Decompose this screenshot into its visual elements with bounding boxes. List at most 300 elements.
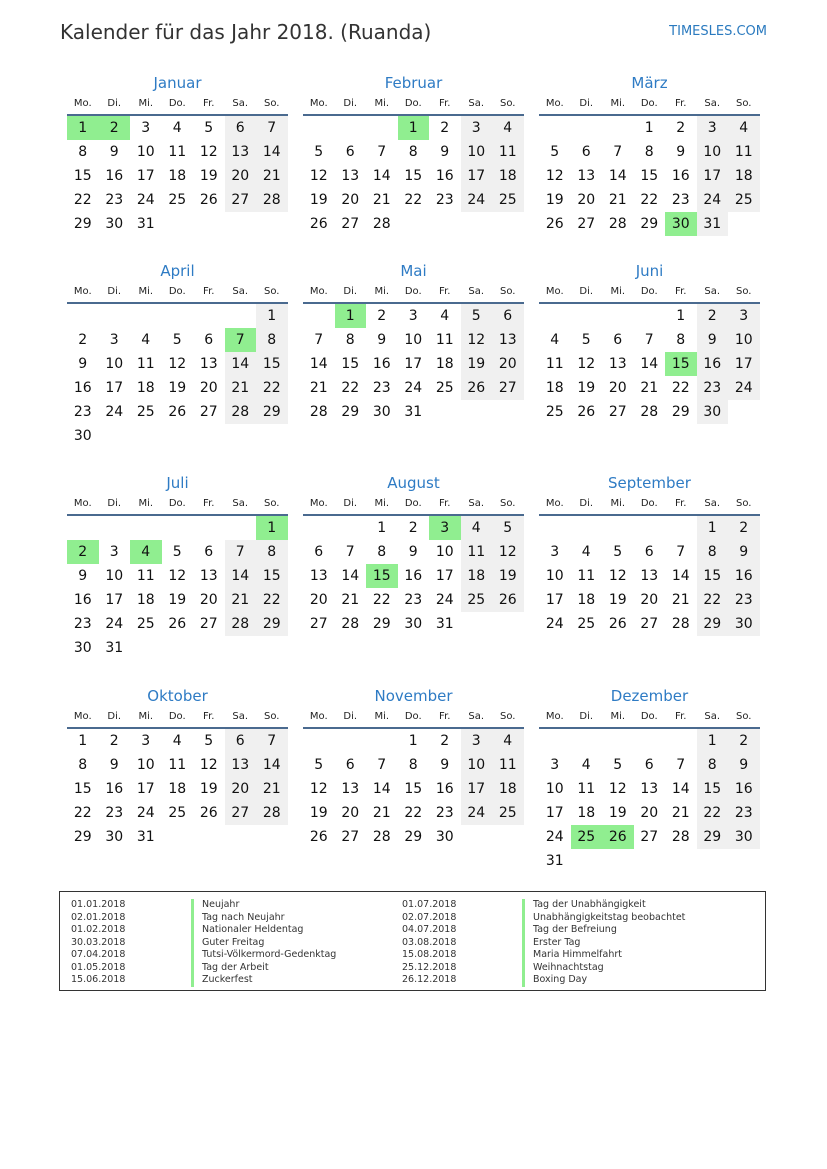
day-cell: 30 bbox=[73, 428, 92, 444]
weekday-label: Mi. bbox=[138, 711, 154, 722]
day-cell: 4 bbox=[172, 733, 182, 749]
day-cell: 31 bbox=[105, 640, 124, 656]
day-cell: 18 bbox=[545, 380, 564, 396]
day-cell: 3 bbox=[728, 304, 760, 328]
day-cell: 13 bbox=[309, 568, 328, 584]
day-cell: 23 bbox=[105, 192, 124, 208]
weekday-label: Do. bbox=[640, 286, 658, 297]
day-cell: 5 bbox=[204, 120, 214, 136]
weekday-label: Sa. bbox=[704, 98, 721, 109]
day-cell: 31 bbox=[545, 853, 564, 869]
empty-day-cell bbox=[162, 304, 194, 328]
weekday-header bbox=[539, 94, 760, 116]
day-cell: 11 bbox=[435, 332, 454, 348]
day-cell: 5 bbox=[613, 544, 623, 560]
day-cell: 2 bbox=[440, 733, 450, 749]
empty-day-cell bbox=[366, 729, 398, 753]
legend-row bbox=[71, 936, 265, 950]
day-cell: 28 bbox=[256, 801, 288, 825]
weekday-label: Di. bbox=[107, 498, 122, 509]
day-cell: 3 bbox=[461, 116, 493, 140]
day-grid bbox=[539, 304, 760, 424]
day-cell: 22 bbox=[640, 192, 659, 208]
day-cell: 4 bbox=[492, 729, 524, 753]
weekday-label: Fr. bbox=[203, 498, 215, 509]
month-name: Januar bbox=[153, 74, 202, 92]
day-cell: 12 bbox=[168, 568, 187, 584]
day-cell: 20 bbox=[341, 192, 360, 208]
day-cell: 19 bbox=[309, 192, 328, 208]
day-cell: 17 bbox=[136, 781, 155, 797]
day-cell: 6 bbox=[644, 544, 654, 560]
day-cell: 8 bbox=[256, 328, 288, 352]
day-cell: 17 bbox=[545, 805, 564, 821]
weekday-label: So. bbox=[264, 498, 280, 509]
day-cell: 25 bbox=[168, 805, 187, 821]
empty-day-cell bbox=[303, 729, 335, 753]
day-cell: 5 bbox=[492, 516, 524, 540]
day-cell: 8 bbox=[697, 540, 729, 564]
month-dezember bbox=[539, 685, 760, 873]
weekday-label: Fr. bbox=[439, 98, 451, 109]
weekday-label: Di. bbox=[343, 711, 358, 722]
legend-holiday-name: Neujahr bbox=[191, 899, 239, 912]
day-cell: 5 bbox=[314, 757, 324, 773]
legend-date: 15.06.2018 bbox=[71, 974, 126, 985]
day-cell: 21 bbox=[341, 592, 360, 608]
day-cell: 12 bbox=[199, 757, 218, 773]
weekday-label: Di. bbox=[107, 711, 122, 722]
day-cell: 28 bbox=[256, 188, 288, 212]
day-cell: 10 bbox=[105, 568, 124, 584]
weekday-label: Mi. bbox=[138, 98, 154, 109]
day-cell: 9 bbox=[109, 144, 119, 160]
day-cell: 26 bbox=[309, 829, 328, 845]
legend-holiday-name: Tag der Arbeit bbox=[191, 962, 269, 975]
day-cell: 17 bbox=[105, 592, 124, 608]
weekday-label: Do. bbox=[168, 711, 186, 722]
empty-day-cell bbox=[602, 516, 634, 540]
weekday-label: Di. bbox=[579, 498, 594, 509]
day-cell: 15 bbox=[73, 168, 92, 184]
day-cell: 25 bbox=[728, 188, 760, 212]
day-cell: 7 bbox=[676, 757, 686, 773]
day-cell: 28 bbox=[372, 829, 391, 845]
day-cell: 18 bbox=[577, 805, 596, 821]
legend-row bbox=[402, 899, 646, 912]
legend-holiday-name: Unabhängigkeitstag beobachtet bbox=[522, 912, 685, 925]
weekday-header bbox=[303, 282, 524, 304]
day-grid bbox=[67, 729, 288, 849]
day-cell: 10 bbox=[545, 781, 564, 797]
day-cell: 8 bbox=[676, 332, 686, 348]
day-cell: 12 bbox=[608, 568, 627, 584]
day-cell: 14 bbox=[671, 568, 690, 584]
weekday-label: Di. bbox=[343, 98, 358, 109]
day-cell: 20 bbox=[640, 805, 659, 821]
holiday-day-cell: 7 bbox=[225, 328, 257, 352]
weekday-label: Mi. bbox=[138, 498, 154, 509]
legend-date: 01.01.2018 bbox=[71, 899, 126, 910]
day-cell: 9 bbox=[676, 144, 686, 160]
legend-holiday-name: Guter Freitag bbox=[191, 937, 264, 950]
day-cell: 11 bbox=[577, 781, 596, 797]
day-cell: 1 bbox=[78, 733, 88, 749]
day-cell: 20 bbox=[225, 777, 257, 801]
day-grid bbox=[67, 516, 288, 660]
holiday-day-cell: 15 bbox=[366, 564, 398, 588]
day-cell: 8 bbox=[78, 757, 88, 773]
weekday-label: So. bbox=[264, 98, 280, 109]
empty-day-cell bbox=[571, 729, 603, 753]
day-cell: 14 bbox=[225, 564, 257, 588]
empty-day-cell bbox=[225, 304, 257, 328]
weekday-header bbox=[67, 707, 288, 729]
day-cell: 13 bbox=[577, 168, 596, 184]
weekday-label: Fr. bbox=[439, 286, 451, 297]
day-cell: 22 bbox=[372, 592, 391, 608]
day-cell: 14 bbox=[256, 753, 288, 777]
day-cell: 6 bbox=[345, 144, 355, 160]
day-cell: 24 bbox=[728, 376, 760, 400]
month-august bbox=[303, 472, 524, 636]
day-cell: 4 bbox=[440, 308, 450, 324]
empty-day-cell bbox=[602, 116, 634, 140]
day-cell: 6 bbox=[225, 116, 257, 140]
day-grid bbox=[67, 304, 288, 448]
site-link[interactable]: TIMESLES.COM bbox=[669, 24, 767, 39]
day-cell: 20 bbox=[199, 380, 218, 396]
day-cell: 15 bbox=[256, 564, 288, 588]
day-cell: 13 bbox=[225, 140, 257, 164]
holiday-day-cell: 30 bbox=[665, 212, 697, 236]
day-cell: 27 bbox=[640, 616, 659, 632]
weekday-header bbox=[67, 94, 288, 116]
day-cell: 28 bbox=[341, 616, 360, 632]
weekday-label: Di. bbox=[343, 498, 358, 509]
weekday-label: Sa. bbox=[468, 98, 485, 109]
weekday-label: So. bbox=[500, 498, 516, 509]
legend-row bbox=[71, 961, 269, 975]
day-grid bbox=[539, 116, 760, 236]
day-cell: 19 bbox=[199, 168, 218, 184]
month-oktober bbox=[67, 685, 288, 849]
day-cell: 6 bbox=[345, 757, 355, 773]
day-cell: 10 bbox=[728, 328, 760, 352]
weekday-label: Sa. bbox=[704, 286, 721, 297]
weekday-label: Mo. bbox=[73, 498, 92, 509]
month-november bbox=[303, 685, 524, 849]
day-cell: 30 bbox=[73, 640, 92, 656]
day-cell: 12 bbox=[309, 781, 328, 797]
day-cell: 8 bbox=[644, 144, 654, 160]
legend-row bbox=[402, 961, 604, 975]
day-cell: 16 bbox=[105, 168, 124, 184]
day-cell: 5 bbox=[314, 144, 324, 160]
day-cell: 17 bbox=[136, 168, 155, 184]
day-cell: 13 bbox=[608, 356, 627, 372]
day-cell: 29 bbox=[341, 404, 360, 420]
month-mai bbox=[303, 260, 524, 424]
day-cell: 30 bbox=[105, 216, 124, 232]
month-name: Oktober bbox=[147, 687, 208, 705]
weekday-label: Mo. bbox=[309, 711, 328, 722]
day-cell: 15 bbox=[404, 168, 423, 184]
weekday-label: Mo. bbox=[309, 498, 328, 509]
day-cell: 30 bbox=[435, 829, 454, 845]
day-cell: 12 bbox=[168, 356, 187, 372]
day-cell: 18 bbox=[168, 168, 187, 184]
legend-holiday-name: Zuckerfest bbox=[191, 974, 253, 987]
weekday-label: Fr. bbox=[675, 286, 687, 297]
day-cell: 11 bbox=[545, 356, 564, 372]
legend-column-left bbox=[71, 899, 337, 987]
day-cell: 3 bbox=[461, 729, 493, 753]
day-cell: 4 bbox=[550, 332, 560, 348]
day-cell: 19 bbox=[168, 380, 187, 396]
day-cell: 26 bbox=[461, 376, 493, 400]
day-cell: 27 bbox=[309, 616, 328, 632]
weekday-label: Do. bbox=[168, 498, 186, 509]
day-cell: 27 bbox=[341, 829, 360, 845]
legend-row bbox=[71, 949, 337, 962]
legend-date: 04.07.2018 bbox=[402, 924, 457, 935]
day-cell: 30 bbox=[728, 612, 760, 636]
day-cell: 12 bbox=[608, 781, 627, 797]
day-cell: 30 bbox=[372, 404, 391, 420]
day-cell: 17 bbox=[728, 352, 760, 376]
day-cell: 28 bbox=[225, 400, 257, 424]
day-cell: 18 bbox=[492, 777, 524, 801]
day-cell: 8 bbox=[408, 757, 418, 773]
day-cell: 16 bbox=[697, 352, 729, 376]
page-title: Kalender für das Jahr 2018. (Ruanda) bbox=[60, 20, 432, 44]
day-cell: 28 bbox=[372, 216, 391, 232]
day-cell: 11 bbox=[136, 568, 155, 584]
weekday-label: Mi. bbox=[374, 286, 390, 297]
day-cell: 11 bbox=[461, 540, 493, 564]
day-cell: 29 bbox=[73, 829, 92, 845]
day-cell: 13 bbox=[341, 781, 360, 797]
day-cell: 16 bbox=[404, 568, 423, 584]
day-cell: 6 bbox=[644, 757, 654, 773]
legend-column-right bbox=[402, 899, 686, 987]
day-cell: 29 bbox=[697, 612, 729, 636]
weekday-label: Mi. bbox=[138, 286, 154, 297]
day-grid bbox=[303, 516, 524, 636]
legend-row bbox=[402, 936, 581, 950]
day-cell: 28 bbox=[640, 404, 659, 420]
day-cell: 9 bbox=[440, 144, 450, 160]
day-cell: 12 bbox=[545, 168, 564, 184]
legend-date: 07.04.2018 bbox=[71, 949, 126, 960]
day-cell: 26 bbox=[168, 404, 187, 420]
day-cell: 14 bbox=[608, 168, 627, 184]
day-cell: 28 bbox=[225, 612, 257, 636]
legend-holiday-name: Maria Himmelfahrt bbox=[522, 949, 622, 962]
day-cell: 27 bbox=[225, 188, 257, 212]
day-cell: 27 bbox=[577, 216, 596, 232]
day-cell: 31 bbox=[435, 616, 454, 632]
day-cell: 27 bbox=[199, 404, 218, 420]
holiday-legend bbox=[59, 891, 766, 991]
day-cell: 21 bbox=[309, 380, 328, 396]
day-cell: 22 bbox=[73, 805, 92, 821]
empty-day-cell bbox=[303, 304, 335, 328]
day-cell: 15 bbox=[404, 781, 423, 797]
day-cell: 23 bbox=[105, 805, 124, 821]
day-cell: 15 bbox=[640, 168, 659, 184]
day-cell: 21 bbox=[372, 805, 391, 821]
legend-row bbox=[402, 911, 686, 925]
weekday-header bbox=[303, 707, 524, 729]
day-cell: 1 bbox=[644, 120, 654, 136]
empty-day-cell bbox=[303, 516, 335, 540]
month-name: September bbox=[608, 474, 691, 492]
day-cell: 19 bbox=[608, 592, 627, 608]
day-cell: 21 bbox=[372, 192, 391, 208]
day-cell: 18 bbox=[492, 164, 524, 188]
day-cell: 20 bbox=[309, 592, 328, 608]
day-cell: 20 bbox=[225, 164, 257, 188]
empty-day-cell bbox=[571, 304, 603, 328]
day-cell: 10 bbox=[461, 140, 493, 164]
day-cell: 24 bbox=[404, 380, 423, 396]
day-cell: 13 bbox=[492, 328, 524, 352]
day-cell: 5 bbox=[461, 304, 493, 328]
day-cell: 8 bbox=[697, 753, 729, 777]
day-cell: 16 bbox=[105, 781, 124, 797]
weekday-label: Do. bbox=[640, 711, 658, 722]
day-cell: 27 bbox=[225, 801, 257, 825]
day-cell: 4 bbox=[492, 116, 524, 140]
day-cell: 16 bbox=[73, 380, 92, 396]
day-cell: 5 bbox=[204, 733, 214, 749]
weekday-label: So. bbox=[500, 711, 516, 722]
weekday-label: Do. bbox=[404, 711, 422, 722]
day-cell: 21 bbox=[225, 588, 257, 612]
day-cell: 13 bbox=[225, 753, 257, 777]
day-cell: 2 bbox=[697, 304, 729, 328]
day-cell: 25 bbox=[136, 404, 155, 420]
day-cell: 17 bbox=[461, 777, 493, 801]
day-cell: 23 bbox=[697, 376, 729, 400]
day-cell: 22 bbox=[404, 805, 423, 821]
legend-row bbox=[402, 924, 617, 937]
day-cell: 16 bbox=[435, 781, 454, 797]
day-cell: 7 bbox=[314, 332, 324, 348]
weekday-label: Di. bbox=[579, 286, 594, 297]
weekday-header bbox=[539, 494, 760, 516]
day-cell: 25 bbox=[492, 801, 524, 825]
day-cell: 13 bbox=[640, 568, 659, 584]
day-cell: 26 bbox=[199, 192, 218, 208]
day-grid bbox=[303, 304, 524, 424]
empty-day-cell bbox=[602, 729, 634, 753]
day-cell: 4 bbox=[461, 516, 493, 540]
day-cell: 9 bbox=[728, 753, 760, 777]
day-cell: 21 bbox=[608, 192, 627, 208]
weekday-label: Mi. bbox=[610, 498, 626, 509]
day-cell: 20 bbox=[492, 352, 524, 376]
day-cell: 21 bbox=[256, 164, 288, 188]
legend-holiday-name: Tag der Befreiung bbox=[522, 924, 617, 937]
empty-day-cell bbox=[130, 516, 162, 540]
weekday-label: Mo. bbox=[545, 286, 564, 297]
weekday-label: Do. bbox=[168, 286, 186, 297]
day-cell: 17 bbox=[404, 356, 423, 372]
day-cell: 10 bbox=[545, 568, 564, 584]
weekday-label: Sa. bbox=[232, 711, 249, 722]
day-cell: 28 bbox=[309, 404, 328, 420]
day-cell: 14 bbox=[640, 356, 659, 372]
weekday-header bbox=[303, 94, 524, 116]
day-cell: 13 bbox=[199, 568, 218, 584]
day-cell: 9 bbox=[440, 757, 450, 773]
day-cell: 12 bbox=[492, 540, 524, 564]
day-cell: 22 bbox=[697, 801, 729, 825]
day-cell: 24 bbox=[105, 616, 124, 632]
day-cell: 7 bbox=[377, 144, 387, 160]
day-cell: 7 bbox=[644, 332, 654, 348]
holiday-day-cell: 2 bbox=[99, 116, 131, 140]
day-cell: 26 bbox=[492, 588, 524, 612]
legend-date: 01.02.2018 bbox=[71, 924, 126, 935]
day-cell: 14 bbox=[372, 168, 391, 184]
day-cell: 22 bbox=[404, 192, 423, 208]
day-cell: 17 bbox=[435, 568, 454, 584]
day-cell: 18 bbox=[168, 781, 187, 797]
empty-day-cell bbox=[193, 304, 225, 328]
day-cell: 9 bbox=[728, 540, 760, 564]
day-cell: 17 bbox=[545, 592, 564, 608]
day-cell: 24 bbox=[105, 404, 124, 420]
day-cell: 21 bbox=[256, 777, 288, 801]
day-cell: 7 bbox=[676, 544, 686, 560]
day-cell: 22 bbox=[671, 380, 690, 396]
weekday-label: So. bbox=[500, 286, 516, 297]
weekday-label: Fr. bbox=[203, 286, 215, 297]
weekday-label: Do. bbox=[640, 98, 658, 109]
day-cell: 29 bbox=[404, 829, 423, 845]
day-cell: 12 bbox=[199, 144, 218, 160]
empty-day-cell bbox=[303, 116, 335, 140]
weekday-label: So. bbox=[736, 286, 752, 297]
day-cell: 11 bbox=[136, 356, 155, 372]
legend-date: 01.07.2018 bbox=[402, 899, 457, 910]
weekday-label: Di. bbox=[107, 98, 122, 109]
day-cell: 3 bbox=[550, 757, 560, 773]
day-cell: 22 bbox=[256, 376, 288, 400]
day-grid bbox=[303, 116, 524, 236]
legend-date: 02.07.2018 bbox=[402, 911, 457, 923]
weekday-label: Sa. bbox=[232, 286, 249, 297]
day-cell: 18 bbox=[136, 592, 155, 608]
day-cell: 14 bbox=[225, 352, 257, 376]
empty-day-cell bbox=[665, 729, 697, 753]
day-cell: 31 bbox=[136, 216, 155, 232]
day-cell: 16 bbox=[671, 168, 690, 184]
weekday-label: Sa. bbox=[468, 498, 485, 509]
holiday-day-cell: 1 bbox=[398, 116, 430, 140]
month-name: November bbox=[374, 687, 453, 705]
day-cell: 25 bbox=[577, 616, 596, 632]
legend-row bbox=[71, 911, 285, 925]
holiday-day-cell: 15 bbox=[665, 352, 697, 376]
weekday-header bbox=[67, 282, 288, 304]
empty-day-cell bbox=[99, 516, 131, 540]
day-cell: 8 bbox=[345, 332, 355, 348]
